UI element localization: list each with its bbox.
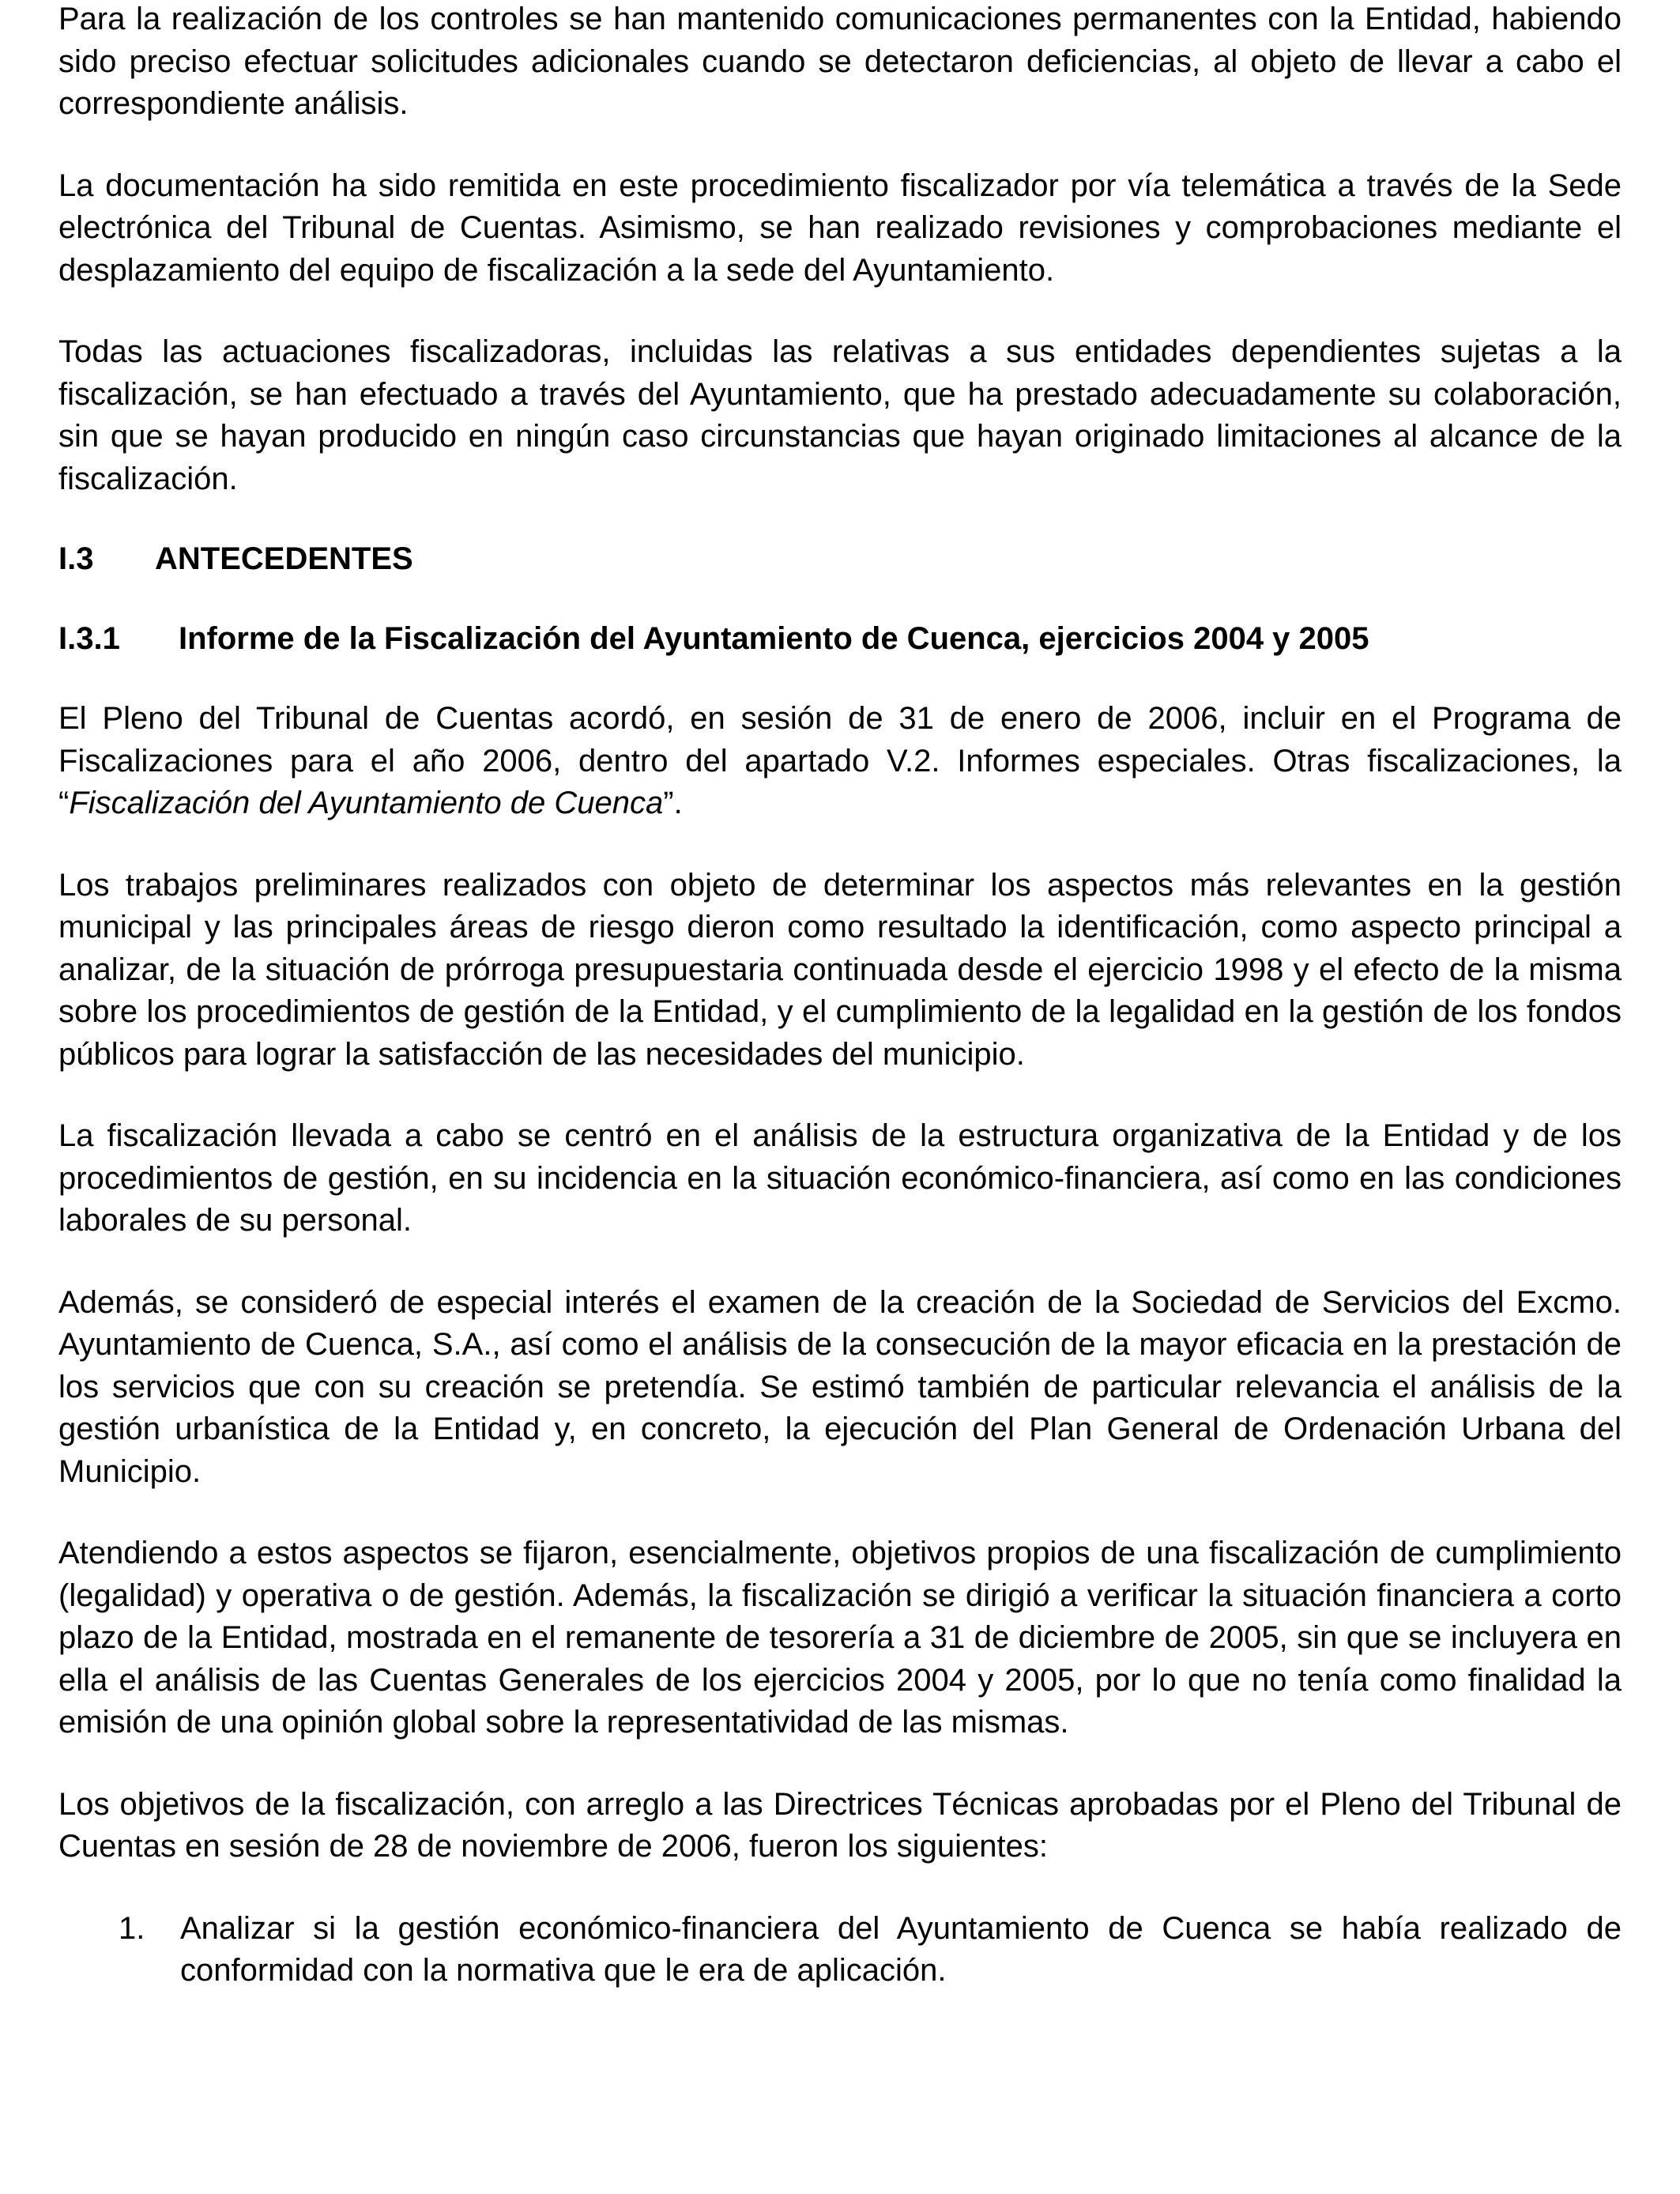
paragraph-fiscalizacion-llevada: La fiscalización llevada a cabo se centró en el análisis de la estructura organizativa de la Entidad y de los procedimientos de gestión, en su incidencia en la situación económico-financiera, así como en las condiciones laborales de su personal.	[58, 1118, 1622, 1238]
subsection-heading-informe	[58, 618, 1622, 660]
section-number: I.3	[58, 541, 94, 576]
paragraph-actuaciones: Todas las actuaciones fiscalizadoras, incluidas las relativas a sus entidades dependientes sujetas a la fiscalización, se han efectuado a través del Ayuntamiento, que ha prestado adecuadamente su colaboración, sin que se hayan producido en ningún caso circunstancias que hayan originado limitaciones al alcance de la fiscalización.	[58, 334, 1622, 496]
spacer	[58, 1076, 1622, 1115]
paragraph-controles: Para la realización de los controles se han mantenido comunicaciones permanentes con la Entidad, habiendo sido preciso efectuar solicitudes adicionales cuando se detectaron deficiencias, al objeto de llevar a cabo el correspondiente análisis.	[58, 2, 1622, 121]
spacer	[58, 825, 1622, 865]
section-title: ANTECEDENTES	[155, 541, 413, 576]
paragraph-trabajos-preliminares: Los trabajos preliminares realizados con objeto de determinar los aspectos más relevantes en la gestión municipal y las principales áreas de riesgo dieron como resultado la identificación, como aspecto principal a analizar, de la situación de prórroga presupuestaria continuada desde el ejercicio 1998 y el efecto de la misma sobre los procedimientos de gestión de la Entidad, y el cumplimiento de la legalidad en la gestión de los fondos públicos para lograr la satisfacción de las necesidades del municipio.	[58, 867, 1622, 1072]
paragraph-objetivos: Los objetivos de la fiscalización, con arreglo a las Directrices Técnicas aprobadas por el Pleno del Tribunal de Cuentas en sesión de 28 de noviembre de 2006, fueron los siguientes:	[58, 1786, 1622, 1864]
spacer	[58, 660, 1622, 698]
section-heading-antecedentes	[58, 538, 1622, 580]
document-page	[58, 0, 1622, 1992]
paragraph-documentacion: La documentación ha sido remitida en este procedimiento fiscalizador por vía telemática a través de la Sede electrónica del Tribunal de Cuentas. Asimismo, se han realizado revisiones y comprobaciones mediante el desplazamiento del equipo de fiscalización a la sede del Ayuntamiento.	[58, 168, 1622, 288]
paragraph-atendiendo: Atendiendo a estos aspectos se fijaron, esencialmente, objetivos propios de una fiscalización de cumplimiento (legalidad) y operativa o de gestión. Además, la fiscalización se dirigió a verificar la situación financiera a corto plazo de la Entidad, mostrada en el remanente de tesorería a 31 de diciembre de 2005, sin que se incluyera en ella el análisis de las Cuentas Generales de los ejercicios 2004 y 2005, por lo que no tenía como finalidad la emisión de una opinión global sobre la representatividad de las mismas.	[58, 1536, 1622, 1740]
paragraph-pleno-end: ”.	[663, 786, 683, 820]
paragraph-pleno-italic: Fiscalización del Ayuntamiento de Cuenca	[69, 786, 664, 820]
spacer	[58, 500, 1622, 538]
spacer	[58, 1493, 1622, 1532]
spacer	[58, 580, 1622, 618]
paragraph-pleno-text: El Pleno del Tribunal de Cuentas acordó, en sesión de 31 de enero de 2006, incluir en el Programa de Fiscalizaciones para el año 2006, dentro del apartado V.2. Informes especiales. Otras fiscalizaciones, la “	[58, 701, 1622, 820]
spacer	[58, 292, 1622, 331]
list-item-text: Analizar si la gestión económico-financiera del Ayuntamiento de Cuenca se había realizado de conformidad con la normativa que le era de aplicación.	[180, 1910, 1622, 1988]
paragraph-ademas: Además, se consideró de especial interés el examen de la creación de la Sociedad de Servicios del Excmo. Ayuntamiento de Cuenca, S.A., así como el análisis de la consecución de la mayor eficacia en la prestación de los servicios que con su creación se pretendía. Se estimó también de particular relevancia el análisis de la gestión urbanística de la Entidad y, en concreto, la ejecución del Plan General de Ordenación Urbana del Municipio.	[58, 1284, 1622, 1489]
spacer	[58, 1868, 1622, 1908]
spacer	[58, 126, 1622, 165]
subsection-number: I.3.1	[58, 621, 120, 656]
list-item-number: 1.	[119, 1910, 145, 1946]
spacer	[58, 1744, 1622, 1784]
list-item	[58, 1908, 1622, 1992]
spacer	[58, 1242, 1622, 1282]
subsection-title: Informe de la Fiscalización del Ayuntamiento de Cuenca, ejercicios 2004 y 2005	[179, 621, 1369, 656]
paragraph-pleno	[58, 698, 1622, 825]
